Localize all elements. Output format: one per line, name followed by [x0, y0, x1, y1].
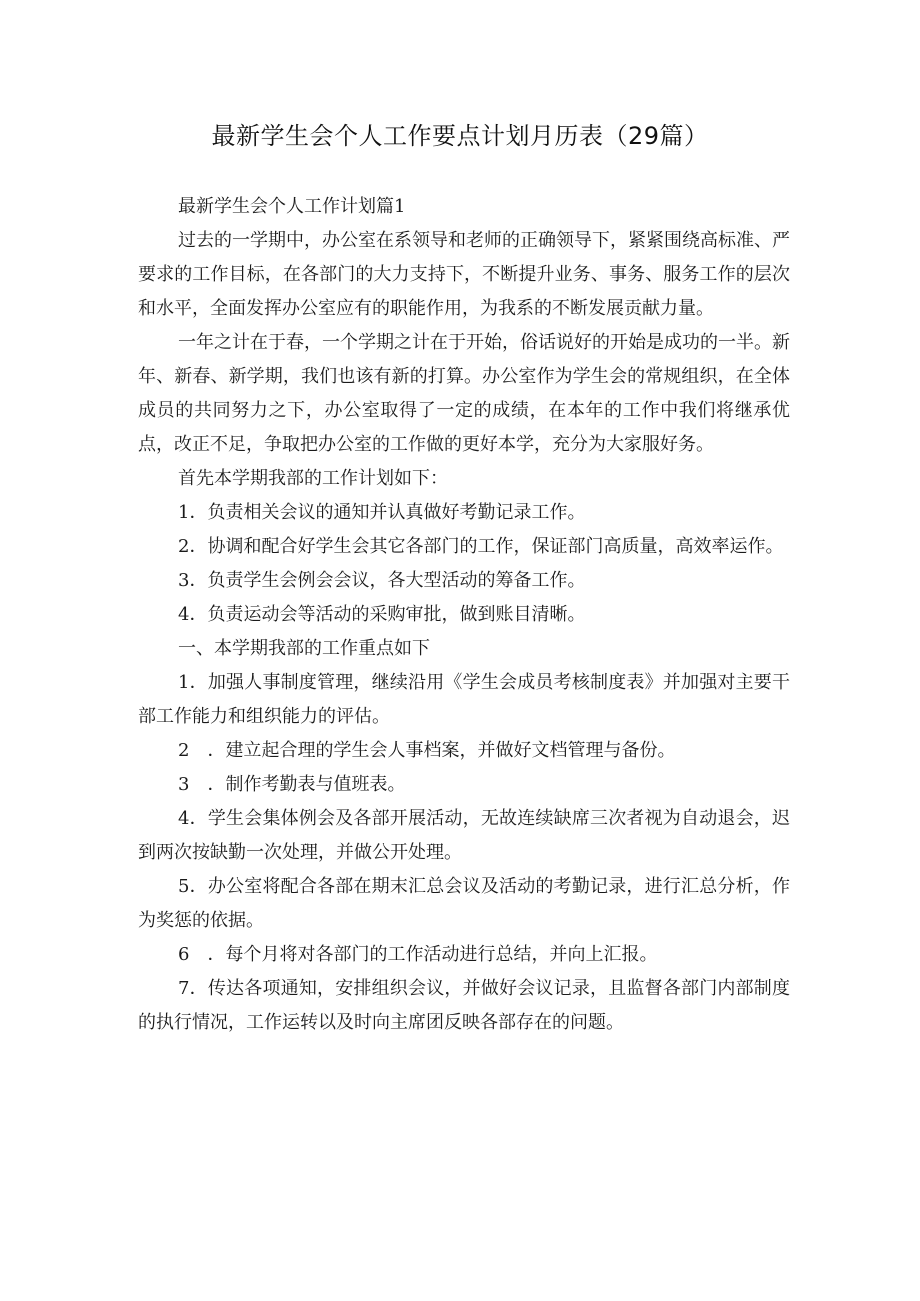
section-heading: 最新学生会个人工作计划篇1 — [178, 196, 406, 217]
paragraph: 一年之计在于春，一个学期之计在于开始，俗话说好的开始是成功的一半。新年、新春、新学期，我们也该有新的打算。办公室作为学生会的常规组织，在全体成员的共同努力之下，办公室取得了一定的成绩，在本年的工作中我们将继承优点，改正不足，争取把办公室的工作做的更好本学，充分为大家服好务。 — [138, 332, 790, 455]
list-item: 4．学生会集体例会及各部开展活动，无故连续缺席三次者视为自动退会，迟到两次按缺勤一次处理，并做公开处理。 — [138, 808, 790, 863]
section-heading: 一、本学期我部的工作重点如下 — [178, 638, 430, 659]
list-item: 2 ．建立起合理的学生会人事档案，并做好文档管理与备份。 — [178, 740, 676, 761]
list-item: 1．负责相关会议的通知并认真做好考勤记录工作。 — [178, 502, 586, 523]
list-item: 5．办公室将配合各部在期末汇总会议及活动的考勤记录，进行汇总分析，作为奖惩的依据。 — [138, 876, 790, 931]
list-item: 3 ．制作考勤表与值班表。 — [178, 774, 406, 795]
list-item: 3．负责学生会例会会议，各大型活动的筹备工作。 — [178, 570, 586, 591]
list-item: 4．负责运动会等活动的采购审批，做到账目清晰。 — [178, 604, 586, 625]
document-title: 最新学生会个人工作要点计划月历表（29篇） — [211, 122, 709, 150]
document-body — [138, 190, 790, 1040]
list-item: 7．传达各项通知，安排组织会议，并做好会议记录，且监督各部门内部制度的执行情况，工作运转以及时向主席团反映各部存在的问题。 — [138, 978, 790, 1033]
paragraph: 过去的一学期中，办公室在系领导和老师的正确领导下，紧紧围绕高标准、严要求的工作目标，在各部门的大力支持下，不断提升业务、事务、服务工作的层次和水平，全面发挥办公室应有的职能作用，为我系的不断发展贡献力量。 — [138, 230, 790, 319]
paragraph: 首先本学期我部的工作计划如下： — [178, 468, 448, 489]
list-item: 1．加强人事制度管理，继续沿用《学生会成员考核制度表》并加强对主要干部工作能力和组织能力的评估。 — [138, 672, 790, 727]
list-item: 2．协调和配合好学生会其它各部门的工作，保证部门高质量，高效率运作。 — [178, 536, 784, 557]
list-item: 6 ．每个月将对各部门的工作活动进行总结，并向上汇报。 — [178, 944, 658, 965]
